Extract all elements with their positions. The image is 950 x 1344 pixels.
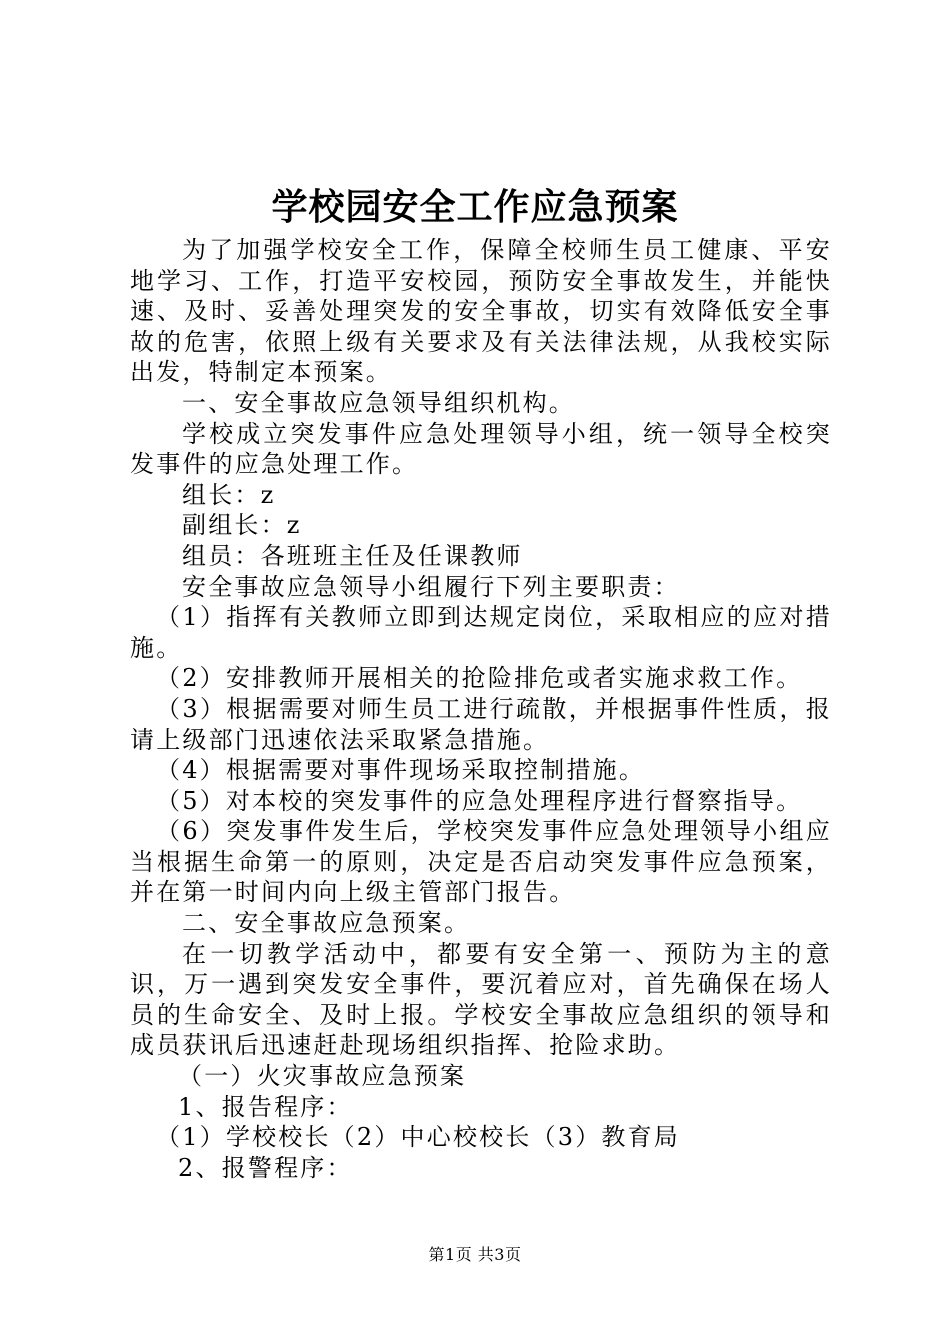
duty-item-5: （5）对本校的突发事件的应急处理程序进行督察指导。 [156,786,803,815]
duties-heading: 安全事故应急领导小组履行下列主要职责： [182,572,680,601]
report-procedure-heading: 1、报告程序： [178,1092,353,1121]
members-line: 组员：各班班主任及任课教师 [182,541,523,570]
duty-item-4: （4）根据需要对事件现场采取控制措施。 [156,756,646,785]
alarm-procedure-heading: 2、报警程序： [178,1153,353,1182]
paragraph-response: 在一切教学活动中，都要有安全第一、预防为主的意识，万一遇到突发安全事件，要沉着应对，首先确保在场人员的生命安全、及时上报。学校安全事故应急组织的领导和成员获讯后迅速赶赴现场组织指挥、抢险求助。 [130,939,832,1060]
paragraph-intro: 为了加强学校安全工作，保障全校师生员工健康、平安地学习、工作，打造平安校园，预防安全事故发生，并能快速、及时、妥善处理突发的安全事故，切实有效降低安全事故的危害，依照上级有关要求及有关法律法规，从我校实际出发，特制定本预案。 [130,236,832,387]
section-heading-2: 二、安全事故应急预案。 [182,909,471,938]
duty-item-2: （2）安排教师开展相关的抢险排危或者实施求救工作。 [156,664,803,693]
paragraph-leadership: 学校成立突发事件应急处理领导小组，统一领导全校突发事件的应急处理工作。 [130,419,832,479]
section-heading-1: 一、安全事故应急领导组织机构。 [182,388,575,417]
duty-item-1: （1）指挥有关教师立即到达规定岗位，采取相应的应对措施。 [130,603,832,662]
group-leader-line: 组长：z [182,480,276,509]
document-title: 学校园安全工作应急预案 [271,186,679,228]
duty-item-3: （3）根据需要对师生员工进行疏散，并根据事件性质，报请上级部门迅速依法采取紧急措施。 [130,694,832,754]
subsection-heading-fire: （一）火灾事故应急预案 [178,1062,467,1091]
page-indicator: 第1页 共3页 [428,1245,522,1264]
document-body [130,235,832,1183]
duty-item-6: （6）突发事件发生后，学校突发事件应急处理领导小组应当根据生命第一的原则，决定是否启动突发事件应急预案，并在第一时间内向上级主管部门报告。 [130,817,832,907]
report-procedure-chain: （1）学校校长（2）中心校校长（3）教育局 [156,1123,681,1152]
deputy-leader-line: 副组长：z [182,511,302,540]
